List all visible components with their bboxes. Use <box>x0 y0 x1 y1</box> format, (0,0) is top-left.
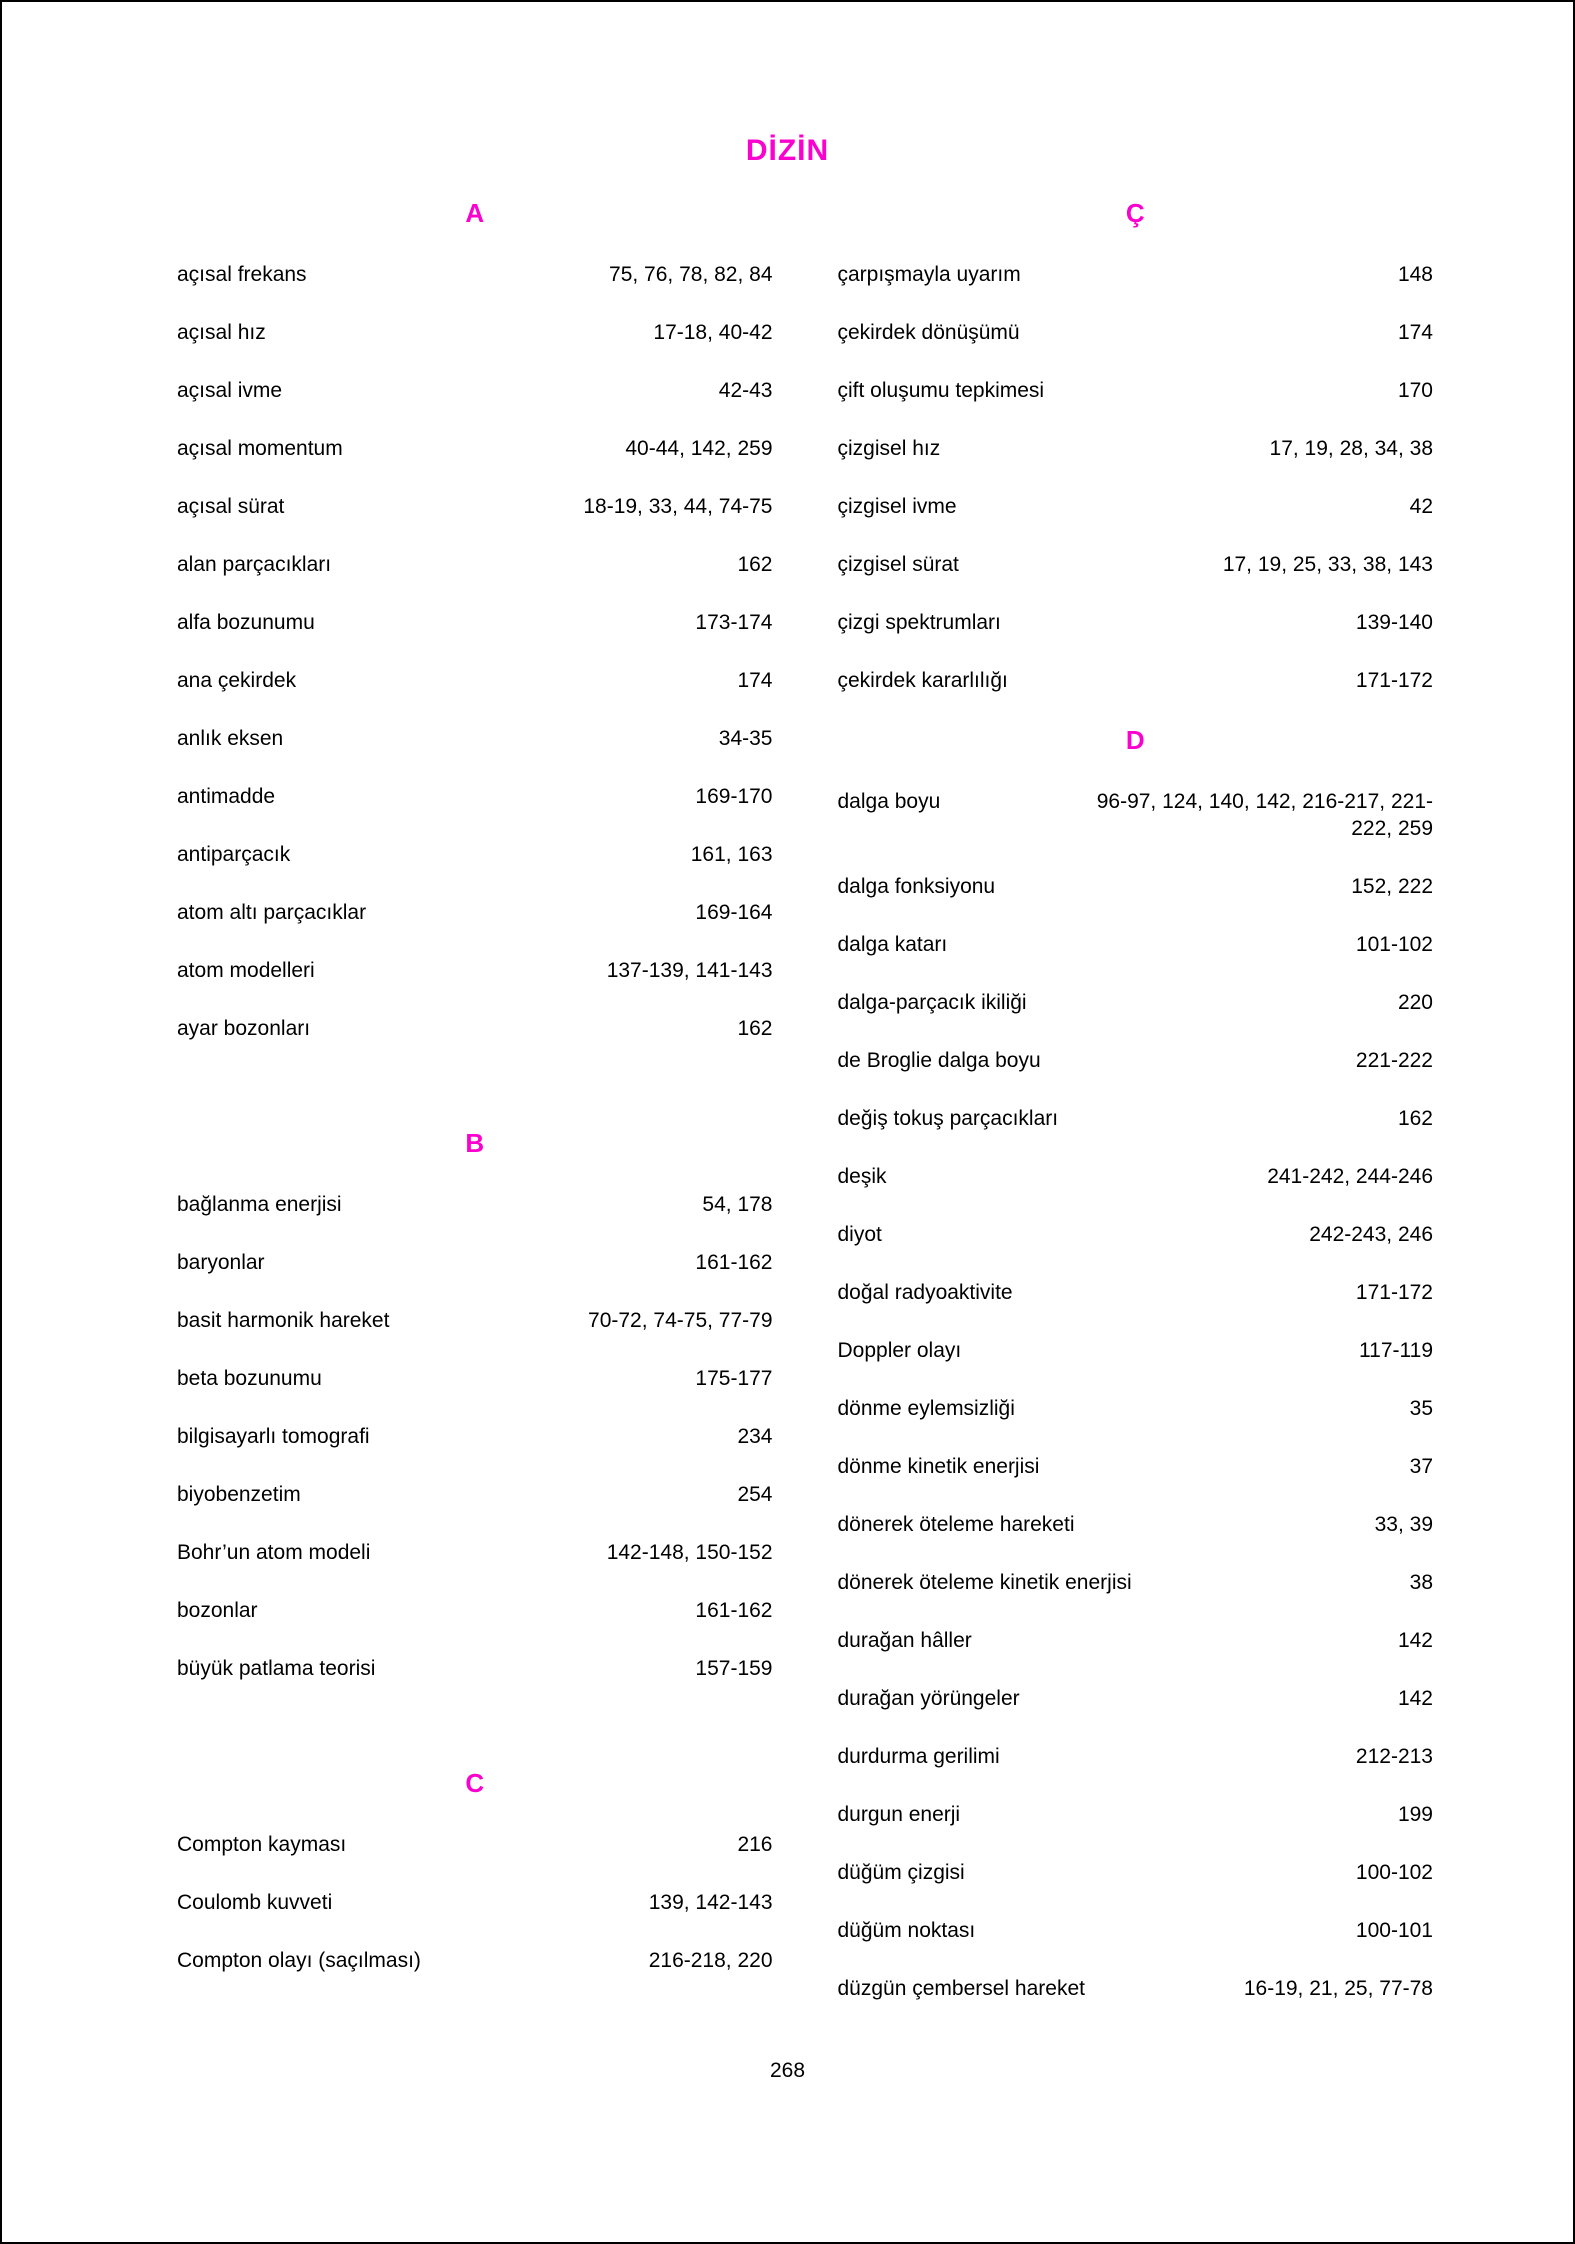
entry-term: dönme eylemsizliği <box>837 1397 1015 1420</box>
entry-pages: 137-139, 141-143 <box>606 959 773 982</box>
entry-term: çizgisel ivme <box>837 495 957 518</box>
entry-term: de Broglie dalga boyu <box>837 1049 1041 1072</box>
index-entry <box>177 1947 773 1974</box>
entry-term: durdurma gerilimi <box>837 1745 1000 1768</box>
index-section-A <box>177 198 773 1042</box>
entry-term: baryonlar <box>177 1251 265 1274</box>
index-entry <box>177 319 773 346</box>
entry-term: dalga-parçacık ikiliği <box>837 991 1027 1014</box>
index-entry <box>838 609 1434 636</box>
entry-pages: 54, 178 <box>702 1193 773 1216</box>
entry-term: düğüm çizgisi <box>837 1861 965 1884</box>
index-entry <box>838 1279 1434 1306</box>
entry-pages: 171-172 <box>1355 669 1433 692</box>
entry-term: durağan yörüngeler <box>837 1687 1020 1710</box>
entry-term: Compton olayı (saçılması) <box>177 1949 421 1972</box>
entry-term: açısal hız <box>177 321 266 344</box>
entry-term: çarpışmayla uyarım <box>837 263 1021 286</box>
entry-pages: 18-19, 33, 44, 74-75 <box>583 495 773 518</box>
index-section-C <box>177 1768 773 1974</box>
entry-pages: 117-119 <box>1359 1339 1433 1362</box>
index-entry <box>838 1337 1434 1364</box>
entry-term: çekirdek dönüşümü <box>837 321 1020 344</box>
index-entry <box>177 899 773 926</box>
entry-term: biyobenzetim <box>177 1483 301 1506</box>
entry-term: Bohr’un atom modeli <box>177 1541 371 1564</box>
entry-pages: 199 <box>1397 1803 1433 1826</box>
index-entry <box>838 788 1434 842</box>
index-entry <box>838 435 1434 462</box>
entry-pages: 234 <box>737 1425 773 1448</box>
entry-pages: 139-140 <box>1355 611 1433 634</box>
index-entry <box>177 1423 773 1450</box>
index-columns <box>2 168 1573 2033</box>
entry-pages: 169-164 <box>695 901 773 924</box>
entry-term: açısal ivme <box>177 379 283 402</box>
entry-pages: 37 <box>1409 1455 1433 1478</box>
entry-term: dalga boyu <box>837 790 941 813</box>
section-letter: Ç <box>1125 198 1145 228</box>
entry-pages: 161-162 <box>695 1251 773 1274</box>
index-entry <box>838 1685 1434 1712</box>
entry-term: çekirdek kararlılığı <box>837 669 1008 692</box>
entry-pages: 221-222 <box>1355 1049 1433 1072</box>
index-entry <box>177 1015 773 1042</box>
index-entry <box>177 957 773 984</box>
index-entry <box>177 1307 773 1334</box>
entry-pages: 254 <box>737 1483 773 1506</box>
entry-pages: 148 <box>1397 263 1433 286</box>
entry-term: atom altı parçacıklar <box>177 901 367 924</box>
index-entry <box>177 1655 773 1682</box>
index-entry <box>177 1191 773 1218</box>
entry-term: bağlanma enerjisi <box>177 1193 342 1216</box>
entry-pages: 173-174 <box>695 611 773 634</box>
section-letter: D <box>1125 725 1145 755</box>
section-letter: B <box>465 1128 485 1158</box>
entry-term: doğal radyoaktivite <box>837 1281 1013 1304</box>
index-entry <box>177 1597 773 1624</box>
index-entry <box>838 1047 1434 1074</box>
entry-term: açısal momentum <box>177 437 343 460</box>
index-entry <box>177 841 773 868</box>
entry-pages: 170 <box>1397 379 1433 402</box>
entry-pages: 169-170 <box>695 785 773 808</box>
entry-pages: 171-172 <box>1355 1281 1433 1304</box>
section-letter: C <box>465 1768 485 1798</box>
entry-pages: 100-101 <box>1355 1919 1433 1942</box>
index-entry <box>177 783 773 810</box>
entry-term: antimadde <box>177 785 276 808</box>
entry-pages: 142-148, 150-152 <box>606 1541 773 1564</box>
entry-term: dönerek öteleme hareketi <box>837 1513 1075 1536</box>
entry-term: dönme kinetik enerjisi <box>837 1455 1040 1478</box>
entry-term: atom modelleri <box>177 959 315 982</box>
index-entry <box>838 1859 1434 1886</box>
entry-term: durağan hâller <box>837 1629 972 1652</box>
entry-term: beta bozunumu <box>177 1367 322 1390</box>
index-section-Ç <box>838 198 1434 694</box>
index-entry <box>838 931 1434 958</box>
index-entry <box>838 1105 1434 1132</box>
entry-term: bozonlar <box>177 1599 258 1622</box>
index-entry <box>177 609 773 636</box>
index-section-B <box>177 1128 773 1682</box>
entry-term: Doppler olayı <box>837 1339 962 1362</box>
index-entry <box>838 873 1434 900</box>
entry-pages: 101-102 <box>1355 933 1433 956</box>
entry-pages: 70-72, 74-75, 77-79 <box>588 1309 773 1332</box>
entry-term: diyot <box>837 1223 882 1246</box>
entry-term: bilgisayarlı tomografi <box>177 1425 370 1448</box>
entry-pages: 152, 222 <box>1351 875 1433 898</box>
entry-term: değiş tokuş parçacıkları <box>837 1107 1059 1130</box>
index-entry <box>177 1365 773 1392</box>
index-entry <box>838 1395 1434 1422</box>
entry-term: alfa bozunumu <box>177 611 315 634</box>
entry-term: çizgisel sürat <box>837 553 959 576</box>
index-entry <box>177 1831 773 1858</box>
entry-term: dalga fonksiyonu <box>837 875 996 898</box>
entry-pages: 161, 163 <box>690 843 773 866</box>
entry-pages: 157-159 <box>695 1657 773 1680</box>
entry-term: ayar bozonları <box>177 1017 311 1040</box>
index-entry <box>177 261 773 288</box>
entry-term: dönerek öteleme kinetik enerjisi <box>837 1571 1132 1594</box>
index-entry <box>838 1917 1434 1944</box>
entry-term: Coulomb kuvveti <box>177 1891 333 1914</box>
entry-pages: 142 <box>1397 1629 1433 1652</box>
index-entry <box>838 377 1434 404</box>
entry-term: ana çekirdek <box>177 669 297 692</box>
entry-pages: 40-44, 142, 259 <box>625 437 773 460</box>
index-entry <box>177 1481 773 1508</box>
entry-pages: 212-213 <box>1355 1745 1433 1768</box>
entry-pages: 162 <box>737 553 773 576</box>
entry-pages: 42-43 <box>718 379 773 402</box>
entry-term: basit harmonik hareket <box>177 1309 390 1332</box>
entry-term: düzgün çembersel hareket <box>837 1977 1085 2000</box>
entry-pages: 96-97, 124, 140, 142, 216-217, 221-222, 259 <box>1096 790 1433 840</box>
entry-term: çizgisel hız <box>837 437 941 460</box>
entry-term: antiparçacık <box>177 843 291 866</box>
entry-term: durgun enerji <box>837 1803 961 1826</box>
entry-pages: 242-243, 246 <box>1309 1223 1433 1246</box>
index-entry <box>838 1975 1434 2002</box>
index-entry <box>838 989 1434 1016</box>
index-entry <box>177 1889 773 1916</box>
index-entry <box>177 377 773 404</box>
entry-pages: 241-242, 244-246 <box>1267 1165 1433 1188</box>
index-column-left <box>177 168 773 2005</box>
entry-pages: 216-218, 220 <box>648 1949 773 1972</box>
entry-pages: 38 <box>1409 1571 1433 1594</box>
entry-term: anlık eksen <box>177 727 284 750</box>
entry-pages: 216 <box>737 1833 773 1856</box>
index-column-right <box>838 168 1434 2033</box>
index-entry <box>177 667 773 694</box>
entry-pages: 17, 19, 28, 34, 38 <box>1269 437 1433 460</box>
entry-pages: 33, 39 <box>1374 1513 1433 1536</box>
entry-term: dalga katarı <box>837 933 948 956</box>
entry-term: büyük patlama teorisi <box>177 1657 376 1680</box>
index-entry <box>838 1221 1434 1248</box>
entry-pages: 16-19, 21, 25, 77-78 <box>1243 1977 1433 2000</box>
entry-pages: 100-102 <box>1355 1861 1433 1884</box>
entry-term: düğüm noktası <box>837 1919 976 1942</box>
entry-pages: 161-162 <box>695 1599 773 1622</box>
index-entry <box>177 493 773 520</box>
entry-pages: 175-177 <box>695 1367 773 1390</box>
section-letter: A <box>465 198 485 228</box>
index-entry <box>177 725 773 752</box>
entry-pages: 42 <box>1409 495 1433 518</box>
entry-pages: 162 <box>1397 1107 1433 1130</box>
entry-pages: 17, 19, 25, 33, 38, 143 <box>1222 553 1433 576</box>
index-entry <box>838 1453 1434 1480</box>
entry-pages: 17-18, 40-42 <box>653 321 773 344</box>
entry-pages: 35 <box>1409 1397 1433 1420</box>
entry-pages: 34-35 <box>718 727 773 750</box>
index-entry <box>838 1627 1434 1654</box>
page-title: DİZİN <box>745 134 830 167</box>
entry-pages: 174 <box>737 669 773 692</box>
index-entry <box>838 1569 1434 1596</box>
index-entry <box>838 551 1434 578</box>
entry-term: alan parçacıkları <box>177 553 332 576</box>
page-number: 268 <box>769 2059 806 2082</box>
index-entry <box>838 1511 1434 1538</box>
entry-pages: 142 <box>1397 1687 1433 1710</box>
index-entry <box>838 667 1434 694</box>
index-entry <box>838 1743 1434 1770</box>
index-entry <box>177 435 773 462</box>
index-entry <box>177 551 773 578</box>
index-entry <box>838 319 1434 346</box>
index-entry <box>838 1801 1434 1828</box>
entry-pages: 75, 76, 78, 82, 84 <box>609 263 773 286</box>
entry-term: çizgi spektrumları <box>837 611 1001 634</box>
index-entry <box>177 1539 773 1566</box>
entry-pages: 220 <box>1397 991 1433 1014</box>
entry-pages: 174 <box>1397 321 1433 344</box>
index-entry <box>177 1249 773 1276</box>
entry-term: açısal sürat <box>177 495 285 518</box>
entry-term: açısal frekans <box>177 263 307 286</box>
entry-pages: 162 <box>737 1017 773 1040</box>
entry-term: deşik <box>837 1165 887 1188</box>
entry-term: çift oluşumu tepkimesi <box>837 379 1045 402</box>
index-entry <box>838 1163 1434 1190</box>
entry-pages: 139, 142-143 <box>648 1891 773 1914</box>
entry-term: Compton kayması <box>177 1833 347 1856</box>
index-section-D <box>838 725 1434 2002</box>
index-entry <box>838 493 1434 520</box>
index-entry <box>838 261 1434 288</box>
